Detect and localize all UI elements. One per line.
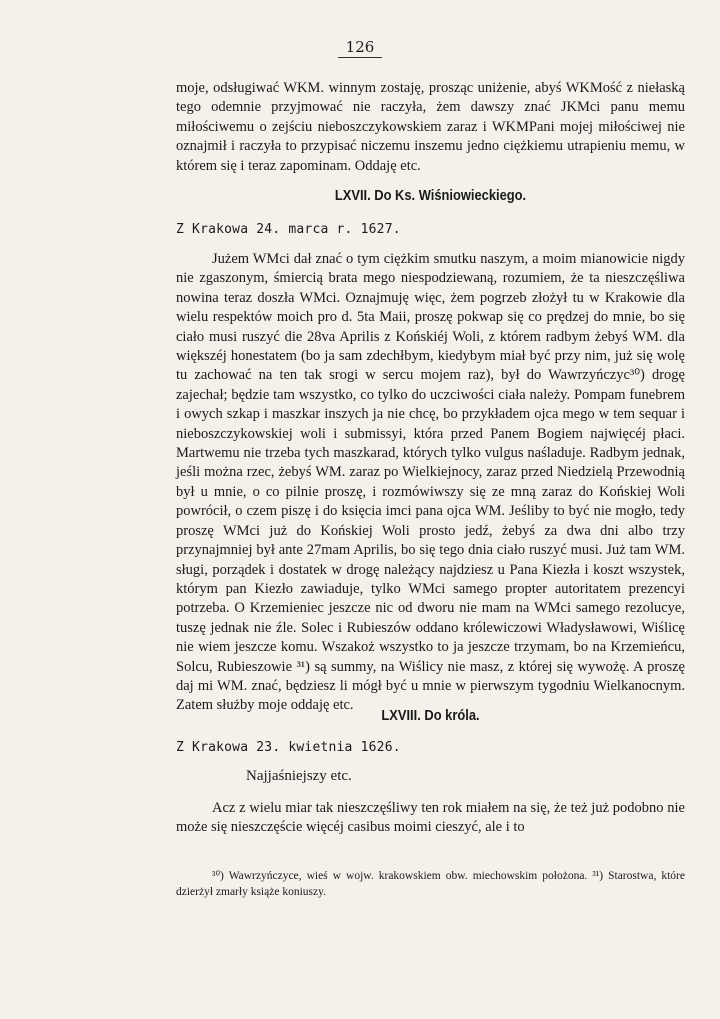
letter-67-date: Z Krakowa 24. marca r. 1627. — [176, 222, 401, 237]
opening-paragraph: moje, odsługiwać WKM. winnym zostaję, prosząc uniżenie, abyś WKMość z niełaską tego odemnie przyjmować nie raczyła, żem dawszy znać JKMci panu memu miłościwemu o zejściu nieboszczykowskiem zaraz i WKMPani mojej miłościwej nie oznajmił i raczyła to przypisać niczemu inszemu jedno ciężkiemu utrapieniu memu, w którem się i teraz zapominam. Oddaję etc. — [176, 80, 685, 174]
footnotes: ³⁰) Wawrzyńczyce, wieś w wojw. krakowskiem obw. miechowskim położona. ³¹) Starostwa, które dzierżył zmarły książe koniuszy. — [176, 870, 685, 898]
letter-67-heading: LXVII. Do Ks. Wiśniowieckiego. — [334, 187, 527, 204]
letter-68-date: Z Krakowa 23. kwietnia 1626. — [176, 740, 401, 755]
letter-68-body-block — [176, 799, 685, 838]
letter-67-body: Jużem WMci dał znać o tym ciężkim smutku naszym, a moim mianowicie nigdy nie zgaszonym, śmiercią brata mego niespodziewaną, rozumiem, że ta nieszczęśliwa nowina teraz doszła WMci. Oznajmuję więc, żem pogrzeb złożył tu w Krakowie dla wielu respektów moich pro d. 5ta Maii, proszę pokwap się co prędzej do mnie, bo się ciało musi ruszyć die 28va Aprilis z Końskiéj Woli, z którem radbym żebyś WM. dla większéj honestatem (bo ja sam zdechłbym, kiedybym miał być przy nim, już się wolę tu zachować na ten tak srogi w sercu mojem raz), był do Wawrzyńczyc³⁰) drogę zajechał; będzie tam wszystko, co tylko do uczciwości ciała należy. Pompam funebrem i owych szkap i maszkar inszych ja nie chcę, bo przykładem ojca mego w tem sequar i nieboszczykowskiej woli i submissyi, która przed Panem Bogiem najwięcéj płaci. Martwemu nie trzeba tych maszkarad, których tylko vulgus naśladuje. Radbym jednak, jeśli można rzec, żebyś WM. zaraz po Wielkiejnocy, zaraz przed Niedzielą Przewodnią był u mnie, o co pilnie proszę, i rozmówiwszy się ze mną zaraz do Końskiej Woli powrócił, o czem piszę i do księcia imci pana ojca WM. Jeśliby to być nie mogło, tedy proszę WMci już do Końskiej Woli prosto jedź, żebyś za dwa dni albo trzy przynajmniej był ante 27mam Aprilis, bo się tego dnia ciało ruszyć musi. Już tam WM. sługi, porządek i dostatek w drogę należący najdziesz u Pana Kiezła i koszt wszystek, którym pan Kiezło zawiaduje, tylko WMci samego propter autoritatem prezencyi potrzeba. O Krzemieniec jeszcze nic od dworu nie mam na WMci samego rezolucye, tuszę jednak nie źle. Solec i Rubieszów oddano królewiczowi Władysławowi, Wiślicę nie wiem jeszcze komu. Wszakoż wszystko to ja jeszcze trzymam, bo na Krzemieńcu, Solcu, Rubieszowie ³¹) są summy, na Wiślicy nie masz, z której się wywożę. A proszę daj mi WM. znać, będziesz li mógł być u mnie w pierwszym tygodniu Wielkanocnym. Zatem służby moje oddaję etc. — [176, 251, 685, 714]
letter-68-body: Acz z wielu miar tak nieszczęśliwy ten rok miałem na się, że też już podobno nie może się nieszczęście więcéj casibus moimi cieszyć, ale i to — [176, 800, 685, 836]
letter-68-salutation: Najjaśniejszy etc. — [246, 768, 352, 784]
page-number: 126 — [0, 38, 720, 58]
opening-paragraph-block — [176, 79, 685, 176]
letter-68-heading: LXVIII. Do króla. — [381, 707, 480, 724]
letter-67-body-block — [176, 250, 685, 716]
